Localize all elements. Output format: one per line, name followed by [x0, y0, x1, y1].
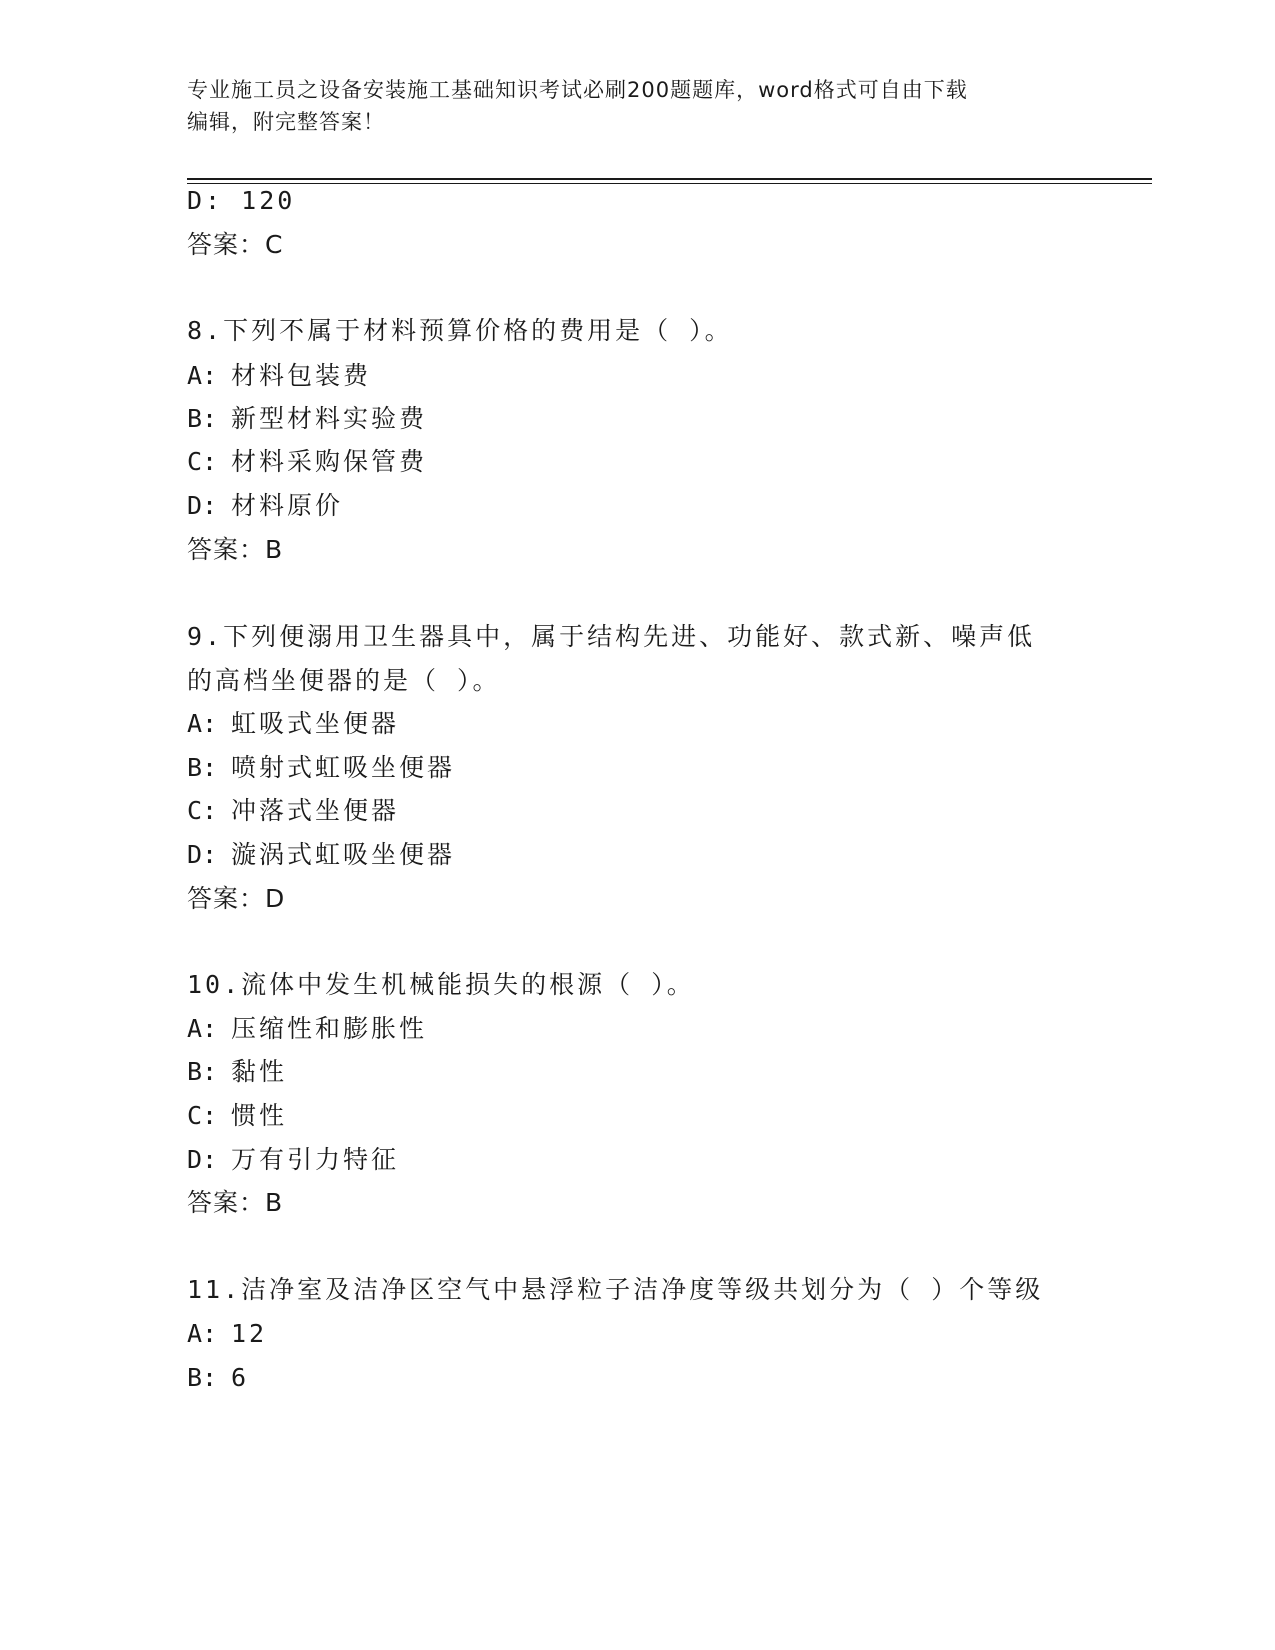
option-key: C: [187, 796, 218, 825]
question-10-answer: 答案：B [187, 1188, 284, 1217]
option-key: B: [187, 404, 218, 433]
option-text: 材料包装费 [231, 361, 372, 390]
option-text: 材料采购保管费 [231, 447, 428, 476]
question-8-option-c [187, 447, 427, 477]
question-10-option-a [187, 1014, 427, 1044]
option-key: D: [187, 491, 218, 520]
option-key: C: [187, 1101, 218, 1130]
option-text: 6 [231, 1363, 250, 1392]
question-8-option-a [187, 361, 371, 391]
option-text: 喷射式虹吸坐便器 [231, 753, 456, 782]
prev-option-d: D: 120 [187, 186, 296, 215]
option-text: 黏性 [231, 1057, 288, 1086]
question-9-option-b [187, 753, 455, 783]
header-divider-thin [187, 183, 1152, 184]
option-key: D: [187, 1145, 218, 1174]
question-11-option-a [187, 1319, 267, 1349]
question-8-stem: 8.下列不属于材料预算价格的费用是（ ）。 [187, 316, 733, 345]
option-key: B: [187, 1057, 218, 1086]
question-10-option-b [187, 1057, 287, 1087]
option-key: A: [187, 709, 218, 738]
option-text: 压缩性和膨胀性 [231, 1014, 428, 1043]
question-10-option-c [187, 1101, 287, 1131]
question-11-stem: 11.洁净室及洁净区空气中悬浮粒子洁净度等级共划分为（ ）个等级 [187, 1275, 1044, 1304]
question-9-answer: 答案：D [187, 884, 286, 913]
header-title-line-2: 编辑，附完整答案！ [187, 110, 385, 134]
option-text: 新型材料实验费 [231, 404, 428, 433]
option-text: 虹吸式坐便器 [231, 709, 400, 738]
question-11-option-b [187, 1363, 249, 1393]
question-9-option-a [187, 709, 399, 739]
question-8-option-d [187, 491, 343, 521]
option-text: 冲落式坐便器 [231, 796, 400, 825]
option-key: A: [187, 361, 218, 390]
option-key: B: [187, 753, 218, 782]
header-title-line-1: 专业施工员之设备安装施工基础知识考试必刷200题题库，word格式可自由下载 [187, 78, 968, 102]
question-9-stem-line-2: 的高档坐便器的是（ ）。 [187, 666, 501, 695]
option-key: C: [187, 447, 218, 476]
option-key: A: [187, 1319, 218, 1348]
question-9-stem-line-1: 9.下列便溺用卫生器具中，属于结构先进、功能好、款式新、噪声低 [187, 622, 1036, 651]
prev-answer: 答案：C [187, 230, 284, 259]
document-header [187, 74, 1087, 138]
option-text: 12 [231, 1319, 268, 1348]
question-10-option-d [187, 1145, 399, 1175]
option-text: 惯性 [231, 1101, 288, 1130]
option-text: 漩涡式虹吸坐便器 [231, 840, 456, 869]
question-8-answer: 答案：B [187, 535, 284, 564]
option-key: D: [187, 840, 218, 869]
header-divider-thick [187, 178, 1152, 180]
question-10-stem: 10.流体中发生机械能损失的根源（ ）。 [187, 970, 695, 999]
question-8-option-b [187, 404, 427, 434]
question-9-option-c [187, 796, 399, 826]
option-text: 万有引力特征 [231, 1145, 400, 1174]
option-key: A: [187, 1014, 218, 1043]
option-key: B: [187, 1363, 218, 1392]
option-text: 材料原价 [231, 491, 344, 520]
question-9-option-d [187, 840, 455, 870]
